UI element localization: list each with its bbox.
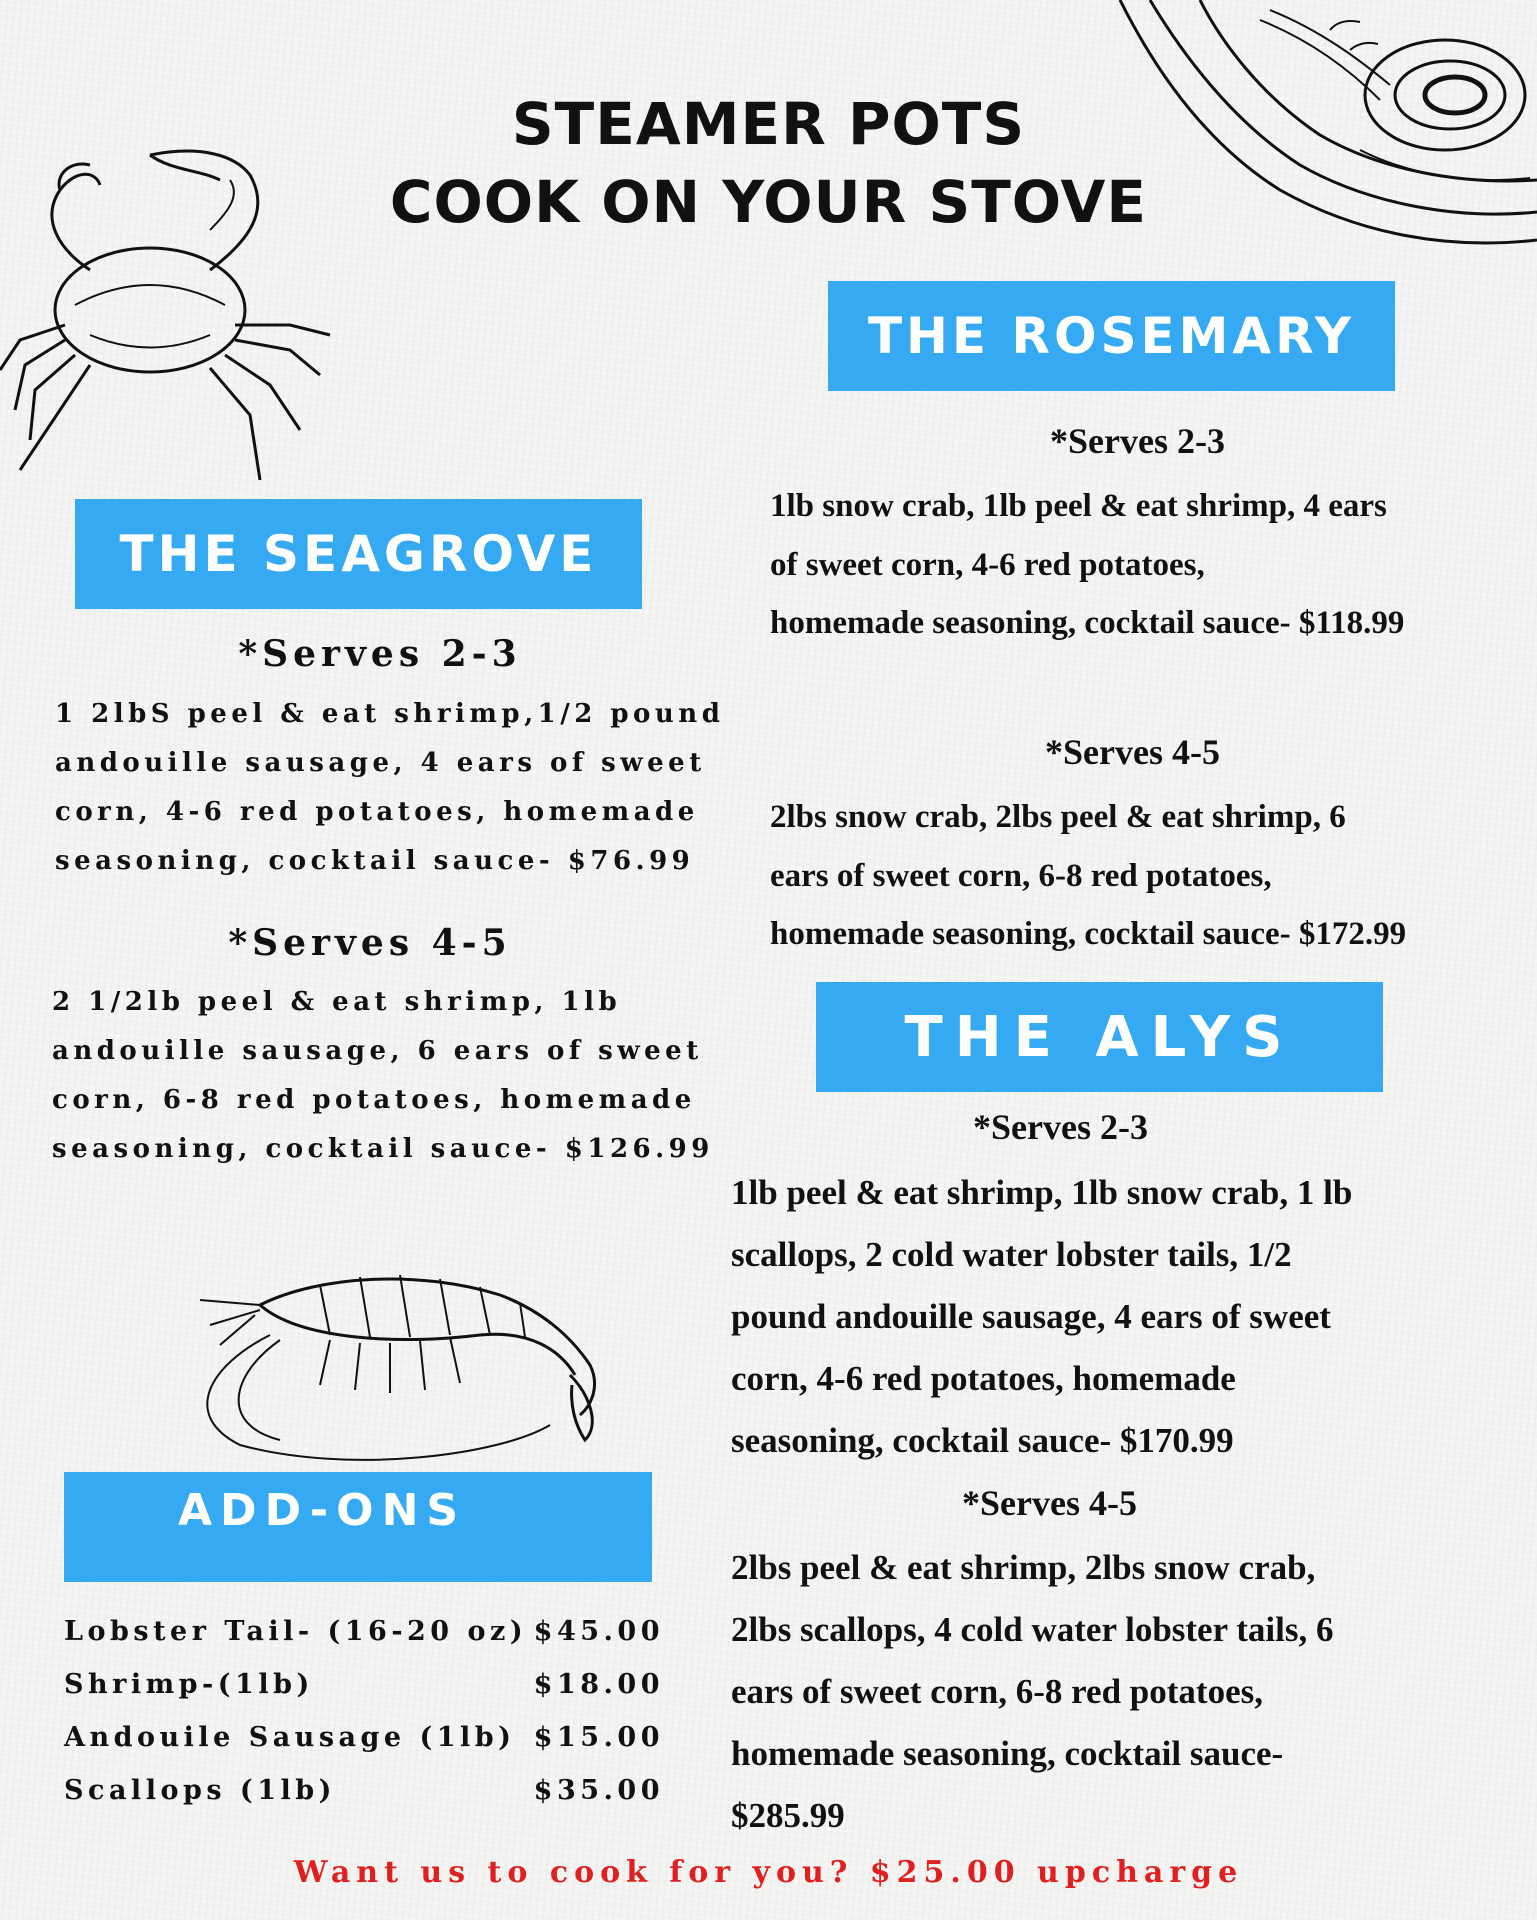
addon-item: Shrimp-(1lb): [64, 1669, 314, 1700]
desc-line: 1lb snow crab, 1lb peel & eat shrimp, 4 ears: [770, 488, 1387, 524]
addon-price: $45.00: [533, 1616, 664, 1647]
page-title: [0, 90, 1537, 236]
desc-line: of sweet corn, 4-6 red potatoes,: [770, 546, 1205, 583]
addon-item: Scallops (1lb): [64, 1775, 336, 1806]
desc-line: scallops, 2 cold water lobster tails, 1/2: [731, 1235, 1292, 1274]
addon-price: $18.00: [533, 1669, 664, 1700]
desc-line: 1lb peel & eat shrimp, 1lb snow crab, 1 lb: [731, 1173, 1353, 1212]
desc-line: ears of sweet corn, 6-8 red potatoes,: [770, 857, 1272, 894]
seagrove-desc-2-3: [55, 690, 735, 886]
addon-row: [64, 1658, 664, 1711]
desc-line: andouille sausage, 4 ears of sweet: [55, 748, 706, 778]
desc-line: pound andouille sausage, 4 ears of sweet: [731, 1297, 1331, 1336]
rosemary-desc-2-3: [770, 477, 1530, 653]
addons-banner: [64, 1472, 652, 1582]
shrimp-illustration: [200, 1225, 610, 1465]
desc-line: corn, 4-6 red potatoes, homemade: [55, 797, 699, 827]
desc-line: seasoning, cocktail sauce- $76.99: [55, 846, 695, 876]
rosemary-serves-2-3: *Serves 2-3: [1050, 421, 1225, 461]
seagrove-serves-4-5: *Serves 4-5: [228, 922, 512, 964]
desc-line: corn, 6-8 red potatoes, homemade: [52, 1085, 696, 1115]
desc-line: seasoning, cocktail sauce- $170.99: [731, 1421, 1234, 1460]
desc-line: corn, 4-6 red potatoes, homemade: [731, 1359, 1236, 1398]
desc-line: andouille sausage, 6 ears of sweet: [52, 1036, 703, 1066]
title-line-2: COOK ON YOUR STOVE: [389, 168, 1148, 236]
desc-line: 2lbs scallops, 4 cold water lobster tails, 6: [731, 1610, 1334, 1649]
rosemary-banner: [828, 281, 1395, 391]
addon-row: [64, 1711, 664, 1764]
desc-line: 2lbs peel & eat shrimp, 2lbs snow crab,: [731, 1548, 1316, 1587]
seagrove-serves-2-3: *Serves 2-3: [238, 633, 522, 675]
addons-title: ADD-ONS: [178, 1484, 467, 1536]
desc-line: homemade seasoning, cocktail sauce- $172.99: [770, 916, 1407, 952]
desc-line: 1 2lbS peel & eat shrimp,1/2 pound: [55, 699, 725, 729]
addon-item: Lobster Tail- (16-20 oz): [64, 1616, 528, 1647]
alys-serves-2-3: *Serves 2-3: [973, 1107, 1148, 1147]
seagrove-desc-4-5: [52, 978, 742, 1174]
desc-line: ears of sweet corn, 6-8 red potatoes,: [731, 1672, 1263, 1711]
addon-row: [64, 1764, 664, 1817]
rosemary-title: THE ROSEMARY: [867, 307, 1356, 365]
addon-row: [64, 1605, 664, 1658]
desc-line: homemade seasoning, cocktail sauce-: [731, 1734, 1284, 1773]
alys-title: THE ALYS: [904, 1004, 1295, 1070]
desc-line: seasoning, cocktail sauce- $126.99: [52, 1134, 714, 1164]
addons-list: [64, 1605, 664, 1817]
desc-line: homemade seasoning, cocktail sauce- $118.99: [770, 605, 1405, 641]
addon-price: $15.00: [533, 1722, 664, 1753]
desc-line: $285.99: [731, 1796, 845, 1835]
rosemary-serves-4-5: *Serves 4-5: [1045, 732, 1220, 772]
alys-desc-4-5: [731, 1537, 1521, 1847]
alys-banner: [816, 982, 1383, 1092]
addon-price: $35.00: [533, 1775, 664, 1806]
alys-serves-4-5: *Serves 4-5: [962, 1483, 1137, 1523]
desc-line: 2 1/2lb peel & eat shrimp, 1lb: [52, 987, 622, 1017]
rosemary-desc-4-5: [770, 788, 1530, 964]
title-line-1: STEAMER POTS: [511, 90, 1026, 158]
alys-desc-2-3: [731, 1162, 1521, 1472]
desc-line: 2lbs snow crab, 2lbs peel & eat shrimp, 6: [770, 799, 1346, 835]
seagrove-banner: [75, 499, 642, 609]
cook-for-you-note: Want us to cook for you? $25.00 upcharge: [293, 1855, 1244, 1890]
seagrove-title: THE SEAGROVE: [119, 525, 598, 583]
addon-item: Andouile Sausage (1lb): [64, 1722, 516, 1753]
